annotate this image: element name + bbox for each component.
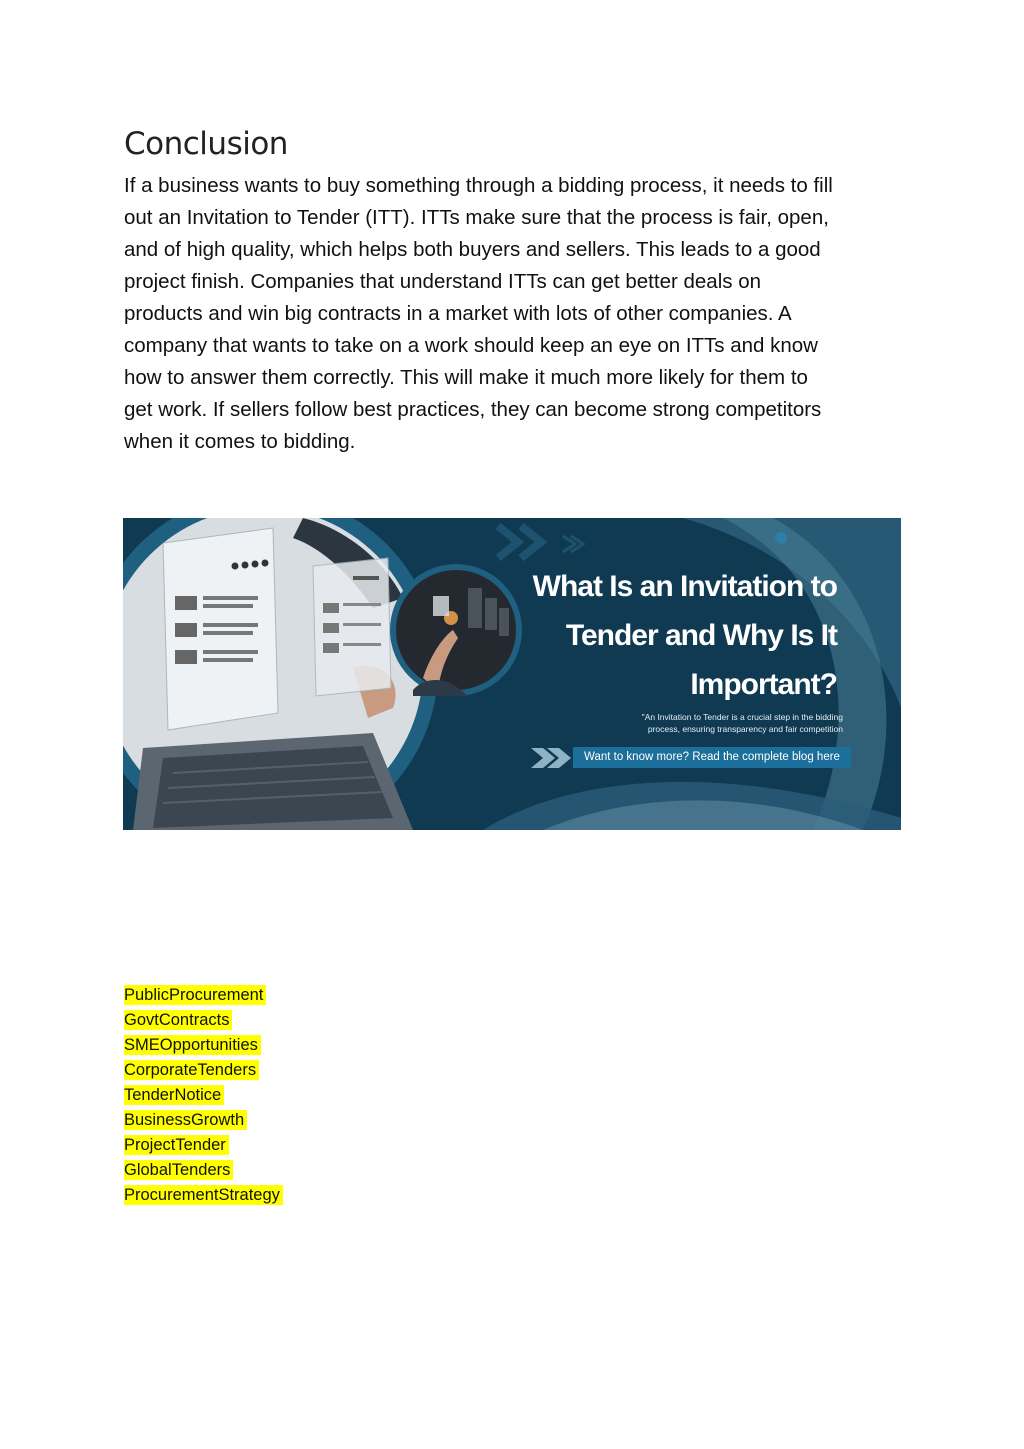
tag-label: BusinessGrowth bbox=[124, 1110, 247, 1130]
banner-title-line: What Is an Invitation to bbox=[532, 570, 837, 603]
tag-label: GovtContracts bbox=[124, 1010, 232, 1030]
tag-item bbox=[124, 1084, 283, 1109]
paragraph-line: project finish. Companies that understand ITTs can get better deals on bbox=[124, 270, 762, 293]
tag-label: GlobalTenders bbox=[124, 1160, 233, 1180]
banner-title-line: Tender and Why Is It bbox=[565, 619, 837, 652]
tag-label: TenderNotice bbox=[124, 1085, 224, 1105]
tag-label: CorporateTenders bbox=[124, 1060, 259, 1080]
tag-label: ProcurementStrategy bbox=[124, 1185, 283, 1205]
paragraph-line: products and win big contracts in a market with lots of other companies. A bbox=[124, 302, 792, 325]
banner-title-line: Important? bbox=[690, 668, 837, 701]
blog-banner-image bbox=[123, 518, 901, 830]
paragraph-line: out an Invitation to Tender (ITT). ITTs make sure that the process is fair, open, bbox=[124, 206, 829, 229]
tag-item bbox=[124, 1034, 283, 1059]
paragraph-line: and of high quality, which helps both buyers and sellers. This leads to a good bbox=[124, 238, 821, 261]
section-heading: Conclusion bbox=[124, 126, 288, 162]
tag-label: SMEOpportunities bbox=[124, 1035, 261, 1055]
banner-cta-button: Want to know more? Read the complete blog here bbox=[573, 747, 851, 768]
paragraph-line: If a business wants to buy something through a bidding process, it needs to fill bbox=[124, 174, 833, 197]
tag-item bbox=[124, 1109, 283, 1134]
tag-item bbox=[124, 1009, 283, 1034]
tag-label: ProjectTender bbox=[124, 1135, 229, 1155]
paragraph-line: when it comes to bidding. bbox=[124, 430, 356, 453]
conclusion-paragraph bbox=[124, 170, 894, 458]
tag-item bbox=[124, 1159, 283, 1184]
banner-title bbox=[533, 562, 837, 709]
tag-item bbox=[124, 1134, 283, 1159]
tag-item bbox=[124, 984, 283, 1009]
banner-quote-line: process, ensuring transparency and fair competition bbox=[647, 724, 843, 734]
banner-quote bbox=[642, 711, 843, 735]
paragraph-line: company that wants to take on a work should keep an eye on ITTs and know bbox=[124, 334, 818, 357]
tag-label: PublicProcurement bbox=[124, 985, 266, 1005]
tag-item bbox=[124, 1184, 283, 1209]
paragraph-line: get work. If sellers follow best practices, they can become strong competitors bbox=[124, 398, 822, 421]
tag-item bbox=[124, 1059, 283, 1084]
banner-quote-line: "An Invitation to Tender is a crucial step in the bidding bbox=[641, 712, 843, 722]
tag-list bbox=[124, 984, 283, 1209]
paragraph-line: how to answer them correctly. This will make it much more likely for them to bbox=[124, 366, 808, 389]
